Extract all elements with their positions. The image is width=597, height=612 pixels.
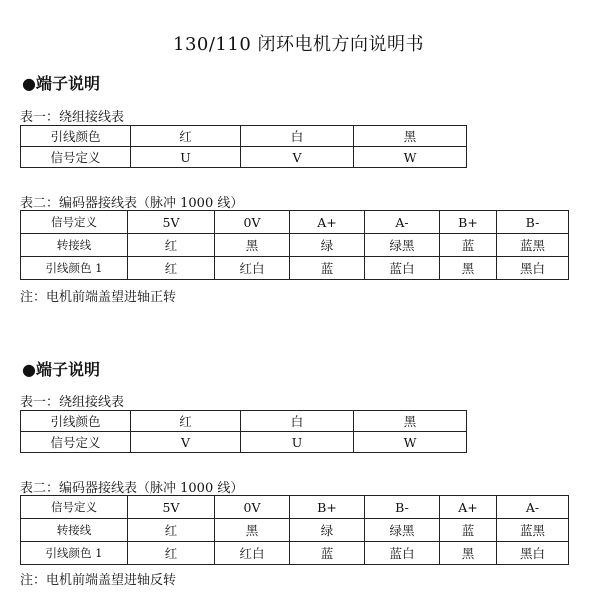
note-text: 注：电机前端盖望进轴反转 [20, 573, 177, 588]
winding-table-caption: 表一：绕组接线表 [20, 395, 125, 410]
table-cell: 转接线 [21, 519, 128, 542]
table-cell: U [131, 147, 241, 168]
section-heading: ●端子说明 [22, 74, 100, 93]
table-cell: A+ [290, 211, 365, 234]
table-cell: 绿 [290, 234, 365, 257]
table-cell: 红 [128, 542, 215, 565]
winding-table-caption: 表一：绕组接线表 [20, 110, 125, 125]
note-text: 注：电机前端盖望进轴正转 [20, 290, 177, 305]
table-cell: A- [365, 211, 440, 234]
table-cell: 信号定义 [21, 211, 128, 234]
table-cell: 红 [128, 519, 215, 542]
table-cell: 转接线 [21, 234, 128, 257]
table-cell: 红 [128, 234, 215, 257]
table-row [21, 126, 467, 147]
table-cell: 绿黑 [365, 519, 440, 542]
table-cell: 引线颜色 [21, 126, 131, 147]
table-row [21, 496, 569, 519]
table-row [21, 234, 569, 257]
table-cell: 黑 [215, 234, 290, 257]
table-cell: W [354, 432, 467, 453]
table-cell: B- [497, 211, 569, 234]
table-cell: V [131, 432, 241, 453]
table-cell: 0V [215, 496, 290, 519]
table-cell: B+ [290, 496, 365, 519]
table-row [21, 411, 467, 432]
table-cell: 红白 [215, 542, 290, 565]
table-cell: 5V [128, 496, 215, 519]
encoder-table-caption: 表二：编码器接线表（脉冲 1000 线） [20, 196, 244, 211]
table-cell: 引线颜色 1 [21, 257, 128, 280]
table-cell: 绿 [290, 519, 365, 542]
table-cell: 蓝 [290, 542, 365, 565]
table-cell: U [241, 432, 354, 453]
table-cell: 引线颜色 1 [21, 542, 128, 565]
table-cell: B+ [440, 211, 497, 234]
table-cell: B- [365, 496, 440, 519]
table-row [21, 147, 467, 168]
table-row [21, 211, 569, 234]
table-cell: 蓝黑 [497, 519, 569, 542]
table-cell: 信号定义 [21, 496, 128, 519]
table-cell: 5V [128, 211, 215, 234]
table-cell: 白 [241, 126, 354, 147]
table-cell: 信号定义 [21, 147, 131, 168]
encoder-table [20, 210, 569, 280]
table-cell: 黑 [354, 126, 467, 147]
table-cell: V [241, 147, 354, 168]
table-cell: 黑 [440, 257, 497, 280]
table-cell: 黑 [354, 411, 467, 432]
table-cell: 黑白 [497, 542, 569, 565]
table-row [21, 519, 569, 542]
table-cell: 蓝 [440, 519, 497, 542]
table-row [21, 542, 569, 565]
encoder-table-caption: 表二：编码器接线表（脉冲 1000 线） [20, 481, 244, 496]
table-cell: 红 [131, 411, 241, 432]
table-cell: 引线颜色 [21, 411, 131, 432]
table-cell: 蓝 [290, 257, 365, 280]
table-cell: 黑 [440, 542, 497, 565]
table-cell: 蓝 [440, 234, 497, 257]
table-cell: 红白 [215, 257, 290, 280]
table-cell: W [354, 147, 467, 168]
winding-table [20, 410, 467, 453]
table-cell: 绿黑 [365, 234, 440, 257]
table-cell: A- [497, 496, 569, 519]
table-cell: A+ [440, 496, 497, 519]
page-title: 130/110 闭环电机方向说明书 [173, 34, 424, 55]
table-cell: 蓝黑 [497, 234, 569, 257]
table-cell: 红 [131, 126, 241, 147]
winding-table [20, 125, 467, 168]
table-row [21, 257, 569, 280]
table-cell: 信号定义 [21, 432, 131, 453]
section-heading: ●端子说明 [22, 360, 100, 379]
table-cell: 蓝白 [365, 542, 440, 565]
table-cell: 0V [215, 211, 290, 234]
table-cell: 黑白 [497, 257, 569, 280]
table-cell: 黑 [215, 519, 290, 542]
encoder-table [20, 495, 569, 565]
table-cell: 蓝白 [365, 257, 440, 280]
table-cell: 白 [241, 411, 354, 432]
table-row [21, 432, 467, 453]
table-cell: 红 [128, 257, 215, 280]
